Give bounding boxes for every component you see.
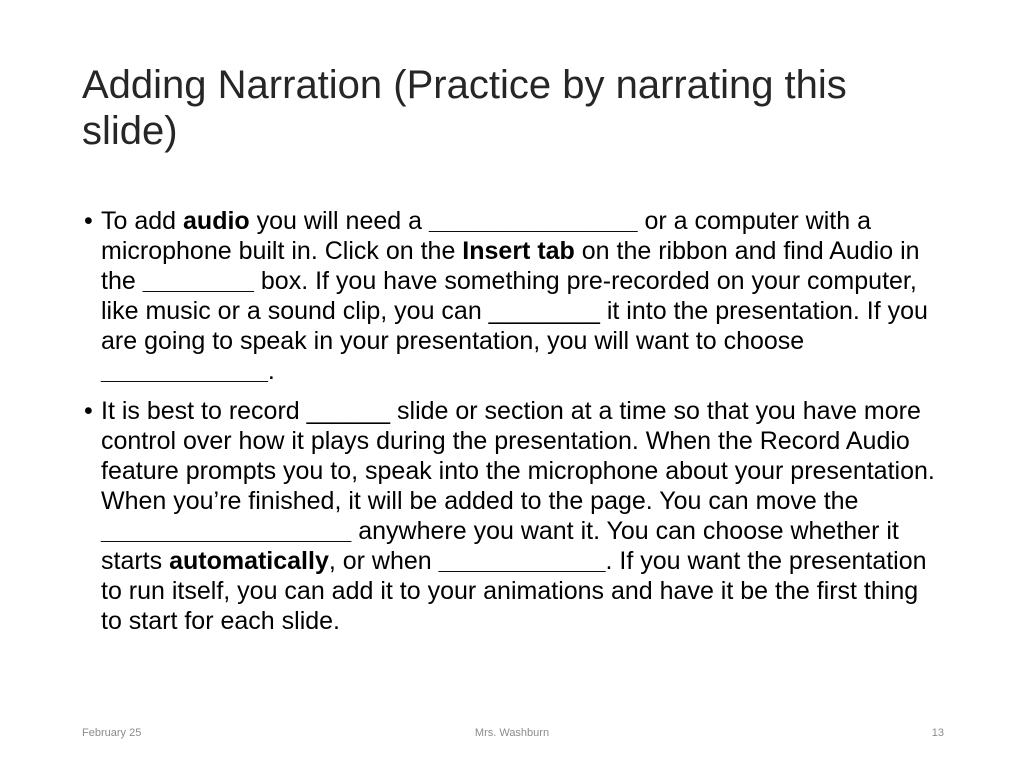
bullet-text-segment: . — [267, 357, 275, 385]
footer-date: February 25 — [82, 727, 142, 739]
fill-in-blank: ________ — [142, 267, 254, 295]
fill-in-blank: ____________ — [101, 357, 268, 385]
bullet-item — [82, 396, 944, 636]
bullet-text-segment: box. If you have something pre-recorded on your computer, like music or a sound clip, you can ________ it into the presentation. If you are going to speak in your presentation, you will want to choose — [101, 267, 928, 355]
bullet-text-segment: , or when — [328, 547, 439, 575]
bullet-text-segment: you will need a — [249, 207, 429, 235]
footer-author: Mrs. Washburn — [474, 727, 550, 739]
fill-in-blank: _______________ — [428, 207, 638, 235]
bullet-marker: • — [84, 207, 93, 235]
slide-content — [82, 206, 944, 646]
bullet-item — [82, 206, 944, 386]
bullet-text-segment: automatically — [169, 547, 329, 575]
bullet-text-segment: It is best to record ______ slide or section at a time so that you have more control over how it plays during the presentation. When the Record Audio feature prompts you to, speak into the microphone about your presentation. When you’re finished, it will be added to the page. You can move the — [101, 397, 935, 515]
bullet-text-segment: anywhere you want it. You can choose whether it starts — [101, 517, 899, 575]
bullet-text-segment: on the ribbon and find Audio in the — [101, 237, 920, 295]
bullet-text-segment: . If you want the presentation to run itself, you can add it to your animations and have it be the first thing to start for each slide. — [101, 547, 927, 635]
footer-page-number: 13 — [931, 727, 944, 739]
bullet-text-segment: To add — [101, 207, 184, 235]
bullet-text-segment: or a computer with a microphone built in. Click on the — [101, 207, 871, 265]
slide-title: Adding Narration (Practice by narrating this slide) — [82, 63, 847, 153]
bullet-marker: • — [84, 397, 93, 425]
bullet-text-segment: audio — [183, 207, 250, 235]
fill-in-blank: ____________ — [438, 547, 606, 575]
bullet-text-segment: Insert tab — [462, 237, 575, 265]
fill-in-blank: __________________ — [101, 517, 352, 545]
